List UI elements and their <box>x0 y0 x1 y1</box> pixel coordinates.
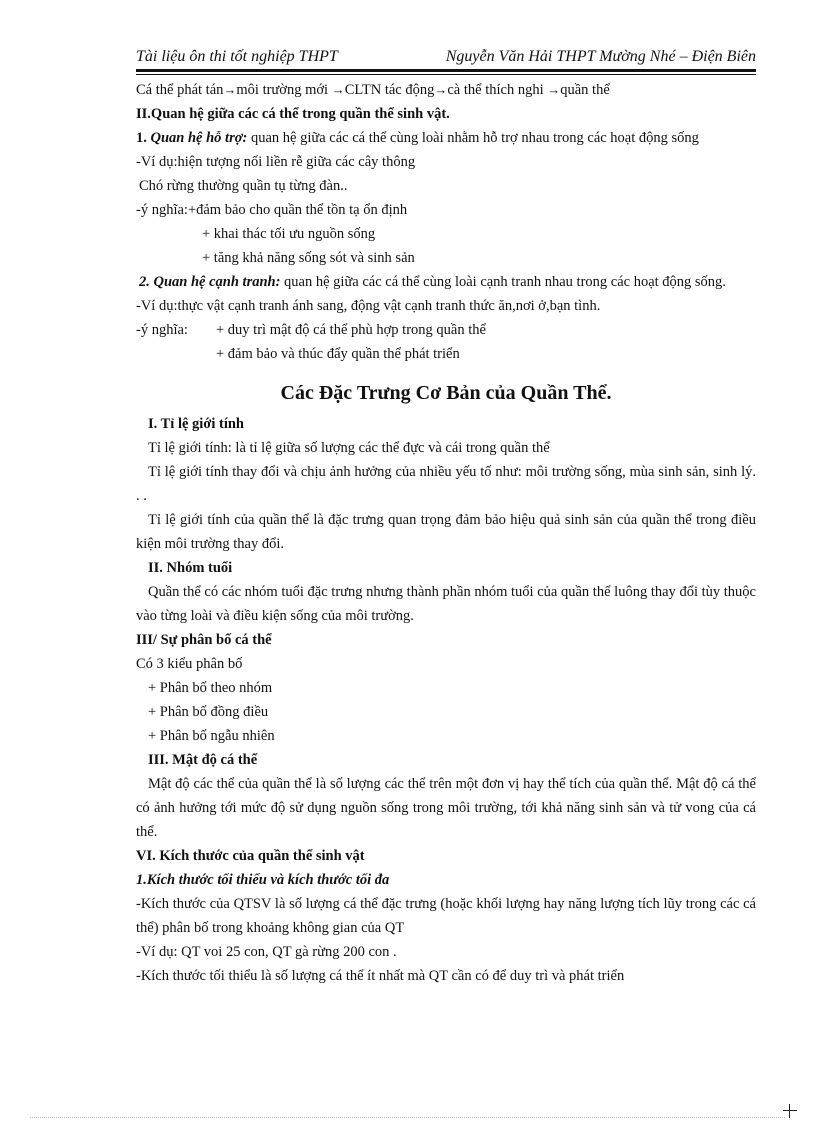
distribution-intro: Có 3 kiểu phân bố <box>136 656 243 672</box>
support-example: -Ví dụ:hiện tượng nối liền rễ giữa các cây thông <box>136 154 416 170</box>
density-p1: Mật độ các thể của quần thể là số lượng các thể trên một đơn vị hay thể tích của quần thể. Mật độ cá thể có ảnh hưởng tới mức độ sử dụng nguồn sống trong môi trường, tới khả năng sinh sản và tử vong của cá thể. <box>136 776 756 840</box>
sex-ratio-p1: Tỉ lệ giới tính: là tỉ lệ giữa số lượng các thể đực và cái trong quần thể <box>148 440 550 456</box>
size-p1: -Kích thước của QTSV là số lượng cá thể đặc trưng (hoặc khối lượng hay năng lượng tích lũy trong các cá thể) phân bố trong khoảng không gian của QT <box>136 896 756 936</box>
dispersal-line: Cá thể phát tán→môi trường mới →CLTN tác động→cà thể thích nghi →quần thể <box>136 82 610 98</box>
arrow-icon: → <box>434 82 448 97</box>
size-subheading: 1.Kích thước tối thiểu và kích thước tối đa <box>136 872 390 888</box>
competition-meaning-2: + đảm bảo và thúc đẩy quần thể phát triển <box>216 346 460 362</box>
support-meaning-3: + tăng khả năng sống sót và sinh sản <box>202 250 415 266</box>
support-paragraph: 1. Quan hệ hỗ trợ: quan hệ giữa các cá thể cùng loài nhằm hỗ trợ nhau trong các hoạt động sống <box>136 130 699 146</box>
header-rule-thick <box>136 69 756 72</box>
distribution-item: + Phân bố đồng điều <box>148 704 269 720</box>
size-heading: VI. Kích thước của quần thể sinh vật <box>136 848 365 864</box>
distribution-item: + Phân bố ngẫu nhiên <box>148 728 275 744</box>
page-header <box>136 48 756 70</box>
age-groups-p1: Quần thể có các nhóm tuổi đặc trưng nhưng thành phần nhóm tuổi của quần thể luông thay đổi tùy thuộc vào từng loài và điều kiện sống của môi trường. <box>136 584 756 624</box>
header-left: Tài liệu ôn thi tốt nghiệp THPT <box>136 48 338 65</box>
main-title: Các Đặc Trưng Cơ Bản của Quần Thể. <box>280 382 612 404</box>
size-p3: -Kích thước tối thiểu là số lượng cá thể ít nhất mà QT cần có để duy trì và phát triển <box>136 968 625 984</box>
crop-mark-icon <box>783 1104 797 1118</box>
distribution-item: + Phân bố theo nhóm <box>148 680 273 696</box>
arrow-icon: → <box>223 82 237 97</box>
support-example-2: Chó rừng thường quần tụ từng đàn.. <box>139 178 348 194</box>
competition-paragraph: 2. Quan hệ cạnh tranh: quan hệ giữa các cá thể cùng loài cạnh tranh nhau trong các hoạt động sống. <box>139 274 726 290</box>
document-body <box>136 78 756 988</box>
competition-example: -Ví dụ:thực vật cạnh tranh ánh sang, động vật cạnh tranh thức ăn,nơi ở,bạn tình. <box>136 298 601 314</box>
sex-ratio-p2: Tỉ lệ giới tính thay đổi và chịu ảnh hưởng của nhiều yếu tố như: môi trường sống, mùa sinh sản, sinh lý. . . <box>136 464 756 504</box>
support-meaning-2: + khai thác tối ưu nguồn sống <box>202 226 376 242</box>
density-heading: III. Mật độ cá thể <box>148 752 258 768</box>
arrow-icon: → <box>547 82 561 97</box>
distribution-heading: III/ Sự phân bố cá thể <box>136 632 272 648</box>
size-p2: -Ví dụ: QT voi 25 con, QT gà rừng 200 con . <box>136 944 397 960</box>
sex-ratio-heading: I. Tỉ lệ giới tính <box>148 416 244 432</box>
sex-ratio-p3: Tỉ lệ giới tính của quần thể là đặc trưng quan trọng đảm bảo hiệu quả sinh sản của quần thể trong điều kiện môi trường thay đổi. <box>136 512 756 552</box>
arrow-icon: → <box>331 82 345 97</box>
age-groups-heading: II. Nhóm tuổi <box>148 560 233 576</box>
support-meaning: -ý nghĩa:+đảm bảo cho quần thể tồn tạ ổn định <box>136 202 408 218</box>
section-heading: II.Quan hệ giữa các cá thể trong quần thể sinh vật. <box>136 106 450 122</box>
header-right: Nguyễn Văn Hải THPT Mường Nhé – Điện Biên <box>445 48 756 65</box>
competition-meaning: -ý nghĩa: + duy trì mật độ cá thể phù hợp trong quần thể <box>136 322 486 338</box>
header-rule-thin <box>136 74 756 75</box>
footer-dotted-line <box>30 1117 785 1118</box>
